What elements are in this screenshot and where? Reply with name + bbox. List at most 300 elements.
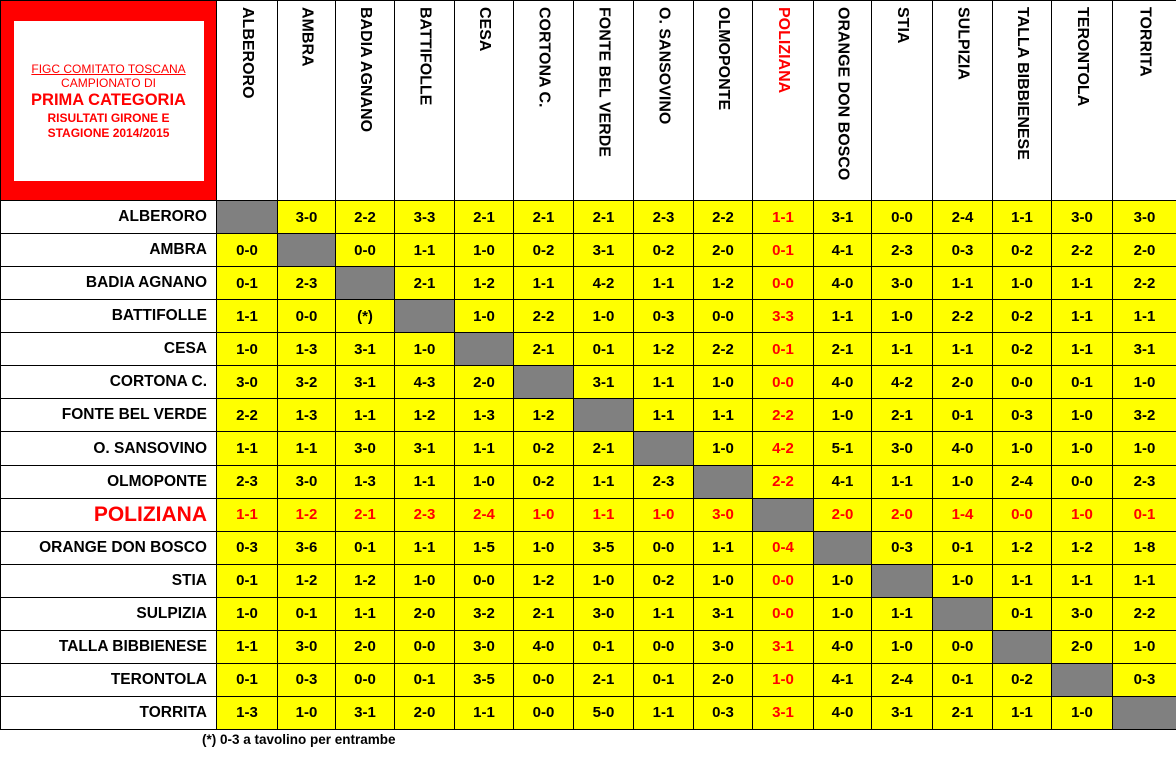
result-cell: 2-1 xyxy=(574,432,634,465)
result-cell: 0-3 xyxy=(634,300,694,333)
result-cell: 0-2 xyxy=(993,333,1052,366)
result-cell: 1-0 xyxy=(217,597,278,630)
result-cell: 1-3 xyxy=(278,333,336,366)
table-row xyxy=(1,399,1176,432)
result-cell: 3-2 xyxy=(1113,399,1176,432)
result-cell: 2-1 xyxy=(514,597,574,630)
result-cell: 1-2 xyxy=(336,564,395,597)
result-cell: 1-1 xyxy=(217,498,278,531)
table-row xyxy=(1,432,1176,465)
result-cell: 2-4 xyxy=(993,465,1052,498)
result-cell: 2-0 xyxy=(694,234,753,267)
result-cell: 2-2 xyxy=(933,300,993,333)
result-cell: 1-1 xyxy=(1052,564,1113,597)
result-cell: 1-1 xyxy=(993,201,1052,234)
result-cell: 1-1 xyxy=(933,333,993,366)
title-category: PRIMA CATEGORIA xyxy=(31,90,186,109)
column-header-label: BATTIFOLLE xyxy=(416,7,434,106)
diagonal-cell xyxy=(217,201,278,234)
result-cell: 1-0 xyxy=(217,333,278,366)
result-cell: 2-4 xyxy=(455,498,514,531)
diagonal-cell xyxy=(514,366,574,399)
column-header-label: AMBRA xyxy=(298,7,316,67)
result-cell: 1-1 xyxy=(634,366,694,399)
result-cell: 4-0 xyxy=(933,432,993,465)
title-season: STAGIONE 2014/2015 xyxy=(47,125,170,140)
title-group: RISULTATI GIRONE E xyxy=(47,111,170,126)
result-cell: 2-1 xyxy=(814,333,872,366)
result-cell: 0-1 xyxy=(753,333,814,366)
result-cell: 3-0 xyxy=(278,201,336,234)
diagonal-cell xyxy=(993,630,1052,663)
result-cell: 1-1 xyxy=(514,267,574,300)
row-team-name: BATTIFOLLE xyxy=(1,300,217,333)
column-header xyxy=(814,1,872,201)
result-cell: 0-3 xyxy=(217,531,278,564)
table-row xyxy=(1,663,1176,696)
result-cell: 2-0 xyxy=(1052,630,1113,663)
result-cell: 1-0 xyxy=(814,564,872,597)
result-cell: 1-0 xyxy=(933,564,993,597)
result-cell: 1-0 xyxy=(395,564,455,597)
column-header xyxy=(694,1,753,201)
result-cell: 3-0 xyxy=(694,630,753,663)
result-cell: 1-1 xyxy=(217,630,278,663)
result-cell: 0-0 xyxy=(278,300,336,333)
table-row xyxy=(1,465,1176,498)
result-cell: 1-3 xyxy=(278,399,336,432)
result-cell: 1-1 xyxy=(694,399,753,432)
result-cell: 1-1 xyxy=(455,432,514,465)
result-cell: 1-0 xyxy=(278,696,336,729)
result-cell: 2-1 xyxy=(514,201,574,234)
result-cell: 4-2 xyxy=(753,432,814,465)
result-cell: 0-2 xyxy=(514,432,574,465)
result-cell: 0-3 xyxy=(694,696,753,729)
result-cell: 1-1 xyxy=(634,399,694,432)
result-cell: 3-6 xyxy=(278,531,336,564)
column-header xyxy=(514,1,574,201)
result-cell: 1-1 xyxy=(395,465,455,498)
column-header-label: TORRITA xyxy=(1136,7,1154,77)
row-team-name: SULPIZIA xyxy=(1,597,217,630)
column-header-label: FONTE BEL VERDE xyxy=(595,7,613,157)
result-cell: 1-0 xyxy=(814,597,872,630)
diagonal-cell xyxy=(872,564,933,597)
result-cell: 1-0 xyxy=(574,300,634,333)
table-row xyxy=(1,531,1176,564)
result-cell: 0-4 xyxy=(753,531,814,564)
result-cell: 1-0 xyxy=(395,333,455,366)
result-cell: 3-1 xyxy=(694,597,753,630)
diagonal-cell xyxy=(634,432,694,465)
result-cell: 2-2 xyxy=(217,399,278,432)
title-championship: CAMPIONATO DI xyxy=(61,75,156,90)
result-cell: 1-1 xyxy=(634,696,694,729)
result-cell: 1-0 xyxy=(455,300,514,333)
result-cell: 0-0 xyxy=(933,630,993,663)
table-row xyxy=(1,498,1176,531)
result-cell: 0-0 xyxy=(694,300,753,333)
result-cell: 3-1 xyxy=(336,333,395,366)
result-cell: 2-2 xyxy=(1052,234,1113,267)
result-cell: 1-0 xyxy=(694,432,753,465)
result-cell: 3-0 xyxy=(1113,201,1176,234)
result-cell: 3-2 xyxy=(455,597,514,630)
result-cell: 1-1 xyxy=(278,432,336,465)
result-cell: 4-1 xyxy=(814,663,872,696)
column-header-label: POLIZIANA xyxy=(775,7,792,94)
result-cell: 1-2 xyxy=(278,498,336,531)
diagonal-cell xyxy=(455,333,514,366)
result-cell: 0-0 xyxy=(336,663,395,696)
result-cell: 1-0 xyxy=(694,564,753,597)
result-cell: 3-0 xyxy=(872,432,933,465)
result-cell: 4-3 xyxy=(395,366,455,399)
result-cell: 1-1 xyxy=(1052,333,1113,366)
result-cell: 1-1 xyxy=(993,696,1052,729)
result-cell: 1-0 xyxy=(694,366,753,399)
result-cell: 0-0 xyxy=(753,366,814,399)
column-header xyxy=(933,1,993,201)
result-cell: 2-0 xyxy=(395,696,455,729)
result-cell: 3-1 xyxy=(336,696,395,729)
result-cell: 1-1 xyxy=(455,696,514,729)
result-cell: 2-0 xyxy=(872,498,933,531)
result-cell: 1-0 xyxy=(753,663,814,696)
row-team-name: OLMOPONTE xyxy=(1,465,217,498)
result-cell: 2-3 xyxy=(634,201,694,234)
row-team-name: ALBERORO xyxy=(1,201,217,234)
result-cell: 2-2 xyxy=(514,300,574,333)
result-cell: 1-1 xyxy=(694,531,753,564)
result-cell: 2-0 xyxy=(455,366,514,399)
result-cell: 3-0 xyxy=(217,366,278,399)
result-cell: 3-1 xyxy=(753,696,814,729)
result-cell: 3-1 xyxy=(574,234,634,267)
result-cell: 4-2 xyxy=(574,267,634,300)
result-cell: 1-1 xyxy=(814,300,872,333)
result-cell: 4-0 xyxy=(814,630,872,663)
result-cell: 1-1 xyxy=(634,597,694,630)
result-cell: 1-2 xyxy=(514,399,574,432)
result-cell: 2-3 xyxy=(217,465,278,498)
table-row xyxy=(1,597,1176,630)
result-cell: (*) xyxy=(336,300,395,333)
result-cell: 1-0 xyxy=(993,267,1052,300)
result-cell: 0-3 xyxy=(1113,663,1176,696)
result-cell: 1-0 xyxy=(814,399,872,432)
result-cell: 1-2 xyxy=(634,333,694,366)
result-cell: 2-1 xyxy=(455,201,514,234)
result-cell: 2-1 xyxy=(514,333,574,366)
result-cell: 2-3 xyxy=(278,267,336,300)
result-cell: 1-2 xyxy=(1052,531,1113,564)
row-team-name: CESA xyxy=(1,333,217,366)
row-team-name: CORTONA C. xyxy=(1,366,217,399)
result-cell: 0-0 xyxy=(217,234,278,267)
column-header-label: CORTONA C. xyxy=(535,7,553,108)
result-cell: 1-3 xyxy=(455,399,514,432)
result-cell: 1-8 xyxy=(1113,531,1176,564)
result-cell: 1-1 xyxy=(634,267,694,300)
result-cell: 0-1 xyxy=(217,267,278,300)
table-row xyxy=(1,564,1176,597)
result-cell: 1-0 xyxy=(574,564,634,597)
title-box xyxy=(14,21,204,181)
result-cell: 2-2 xyxy=(694,201,753,234)
result-cell: 1-1 xyxy=(872,333,933,366)
result-cell: 3-0 xyxy=(455,630,514,663)
result-cell: 1-0 xyxy=(514,531,574,564)
result-cell: 1-1 xyxy=(395,234,455,267)
column-header xyxy=(217,1,278,201)
result-cell: 1-2 xyxy=(694,267,753,300)
result-cell: 2-1 xyxy=(574,663,634,696)
result-cell: 1-1 xyxy=(574,498,634,531)
result-cell: 2-2 xyxy=(694,333,753,366)
result-cell: 1-1 xyxy=(872,597,933,630)
column-header-label: TERONTOLA xyxy=(1074,7,1091,107)
result-cell: 0-0 xyxy=(1052,465,1113,498)
result-cell: 2-1 xyxy=(933,696,993,729)
result-cell: 1-0 xyxy=(514,498,574,531)
column-header xyxy=(993,1,1052,201)
result-cell: 0-0 xyxy=(634,531,694,564)
result-cell: 0-0 xyxy=(753,267,814,300)
result-cell: 1-3 xyxy=(217,696,278,729)
result-cell: 2-2 xyxy=(753,465,814,498)
result-cell: 0-1 xyxy=(217,663,278,696)
result-cell: 2-3 xyxy=(634,465,694,498)
result-cell: 3-5 xyxy=(455,663,514,696)
table-row xyxy=(1,267,1176,300)
result-cell: 1-0 xyxy=(933,465,993,498)
column-header-label: SULPIZIA xyxy=(954,7,972,80)
result-cell: 2-2 xyxy=(1113,267,1176,300)
result-cell: 2-3 xyxy=(1113,465,1176,498)
table-row xyxy=(1,234,1176,267)
table-row xyxy=(1,201,1176,234)
column-header-label: BADIA AGNANO xyxy=(357,7,374,133)
result-cell: 0-2 xyxy=(993,300,1052,333)
result-cell: 0-3 xyxy=(933,234,993,267)
result-cell: 1-1 xyxy=(1052,267,1113,300)
column-header xyxy=(395,1,455,201)
column-header-label: STIA xyxy=(894,7,911,44)
result-cell: 3-2 xyxy=(278,366,336,399)
result-cell: 2-2 xyxy=(753,399,814,432)
result-cell: 3-1 xyxy=(574,366,634,399)
result-cell: 1-1 xyxy=(993,564,1052,597)
result-cell: 0-0 xyxy=(514,696,574,729)
row-team-name: AMBRA xyxy=(1,234,217,267)
result-cell: 1-2 xyxy=(455,267,514,300)
result-cell: 1-3 xyxy=(336,465,395,498)
result-cell: 2-0 xyxy=(395,597,455,630)
result-cell: 1-0 xyxy=(872,300,933,333)
result-cell: 0-1 xyxy=(1052,366,1113,399)
row-team-name: O. SANSOVINO xyxy=(1,432,217,465)
result-cell: 0-1 xyxy=(933,531,993,564)
column-header xyxy=(753,1,814,201)
result-cell: 0-0 xyxy=(634,630,694,663)
result-cell: 1-0 xyxy=(1052,432,1113,465)
result-cell: 2-1 xyxy=(336,498,395,531)
result-cell: 0-3 xyxy=(872,531,933,564)
column-header xyxy=(1113,1,1176,201)
diagonal-cell xyxy=(574,399,634,432)
diagonal-cell xyxy=(933,597,993,630)
result-cell: 1-0 xyxy=(634,498,694,531)
result-cell: 4-2 xyxy=(872,366,933,399)
diagonal-cell xyxy=(278,234,336,267)
footnote: (*) 0-3 a tavolino per entrambe xyxy=(202,732,396,747)
result-cell: 1-1 xyxy=(395,531,455,564)
column-header xyxy=(634,1,694,201)
result-cell: 1-1 xyxy=(336,597,395,630)
table-row xyxy=(1,630,1176,663)
row-team-name: FONTE BEL VERDE xyxy=(1,399,217,432)
result-cell: 1-2 xyxy=(514,564,574,597)
result-cell: 0-1 xyxy=(336,531,395,564)
result-cell: 0-1 xyxy=(1113,498,1176,531)
result-cell: 3-0 xyxy=(694,498,753,531)
result-cell: 0-3 xyxy=(993,399,1052,432)
result-cell: 1-4 xyxy=(933,498,993,531)
result-cell: 0-0 xyxy=(395,630,455,663)
result-cell: 0-2 xyxy=(514,465,574,498)
row-team-name: TORRITA xyxy=(1,696,217,729)
result-cell: 1-2 xyxy=(278,564,336,597)
result-cell: 2-1 xyxy=(395,267,455,300)
result-cell: 2-2 xyxy=(1113,597,1176,630)
row-team-name: STIA xyxy=(1,564,217,597)
result-cell: 0-0 xyxy=(753,564,814,597)
result-cell: 4-0 xyxy=(814,267,872,300)
result-cell: 1-0 xyxy=(1113,432,1176,465)
result-cell: 0-1 xyxy=(574,333,634,366)
result-cell: 5-0 xyxy=(574,696,634,729)
result-cell: 0-1 xyxy=(993,597,1052,630)
result-cell: 0-1 xyxy=(278,597,336,630)
result-cell: 2-0 xyxy=(336,630,395,663)
result-cell: 1-0 xyxy=(455,465,514,498)
result-cell: 3-1 xyxy=(814,201,872,234)
table-row xyxy=(1,696,1176,729)
row-team-name: TALLA BIBBIENESE xyxy=(1,630,217,663)
result-cell: 2-3 xyxy=(872,234,933,267)
column-header-label: ORANGE DON BOSCO xyxy=(834,7,852,181)
result-cell: 1-0 xyxy=(455,234,514,267)
result-cell: 1-2 xyxy=(395,399,455,432)
result-cell: 4-1 xyxy=(814,465,872,498)
result-cell: 0-0 xyxy=(455,564,514,597)
result-cell: 0-1 xyxy=(574,630,634,663)
result-cell: 1-1 xyxy=(1113,300,1176,333)
result-cell: 0-0 xyxy=(993,498,1052,531)
result-cell: 0-2 xyxy=(993,663,1052,696)
result-cell: 0-2 xyxy=(514,234,574,267)
diagonal-cell xyxy=(814,531,872,564)
result-cell: 0-0 xyxy=(336,234,395,267)
result-cell: 0-0 xyxy=(514,663,574,696)
result-cell: 3-0 xyxy=(872,267,933,300)
column-header-label: CESA xyxy=(476,7,493,52)
diagonal-cell xyxy=(1052,663,1113,696)
result-cell: 1-0 xyxy=(993,432,1052,465)
result-cell: 0-0 xyxy=(993,366,1052,399)
row-team-name: TERONTOLA xyxy=(1,663,217,696)
result-cell: 0-0 xyxy=(753,597,814,630)
column-header xyxy=(278,1,336,201)
result-cell: 3-0 xyxy=(1052,201,1113,234)
result-cell: 1-1 xyxy=(1052,300,1113,333)
diagonal-cell xyxy=(395,300,455,333)
column-header-label: OLMOPONTE xyxy=(715,7,732,111)
result-cell: 3-0 xyxy=(278,630,336,663)
diagonal-cell xyxy=(336,267,395,300)
column-header-label: O. SANSOVINO xyxy=(655,7,673,125)
result-cell: 3-0 xyxy=(336,432,395,465)
result-cell: 1-5 xyxy=(455,531,514,564)
column-header-label: ALBERORO xyxy=(239,7,256,99)
header-row xyxy=(1,1,1176,201)
result-cell: 0-2 xyxy=(634,564,694,597)
column-header xyxy=(336,1,395,201)
result-cell: 1-1 xyxy=(217,432,278,465)
result-cell: 1-0 xyxy=(872,630,933,663)
result-cell: 3-1 xyxy=(872,696,933,729)
result-cell: 0-2 xyxy=(993,234,1052,267)
result-cell: 1-0 xyxy=(1052,696,1113,729)
row-team-name: BADIA AGNANO xyxy=(1,267,217,300)
result-cell: 1-1 xyxy=(1113,564,1176,597)
result-cell: 2-2 xyxy=(336,201,395,234)
diagonal-cell xyxy=(753,498,814,531)
table-row xyxy=(1,366,1176,399)
result-cell: 2-3 xyxy=(395,498,455,531)
result-cell: 2-1 xyxy=(574,201,634,234)
result-cell: 1-0 xyxy=(1113,630,1176,663)
column-header-label: TALLA BIBBIENESE xyxy=(1014,7,1031,160)
result-cell: 2-1 xyxy=(872,399,933,432)
column-header xyxy=(455,1,514,201)
result-cell: 3-0 xyxy=(278,465,336,498)
title-block xyxy=(1,1,217,201)
result-cell: 1-1 xyxy=(872,465,933,498)
result-cell: 2-0 xyxy=(694,663,753,696)
result-cell: 1-1 xyxy=(217,300,278,333)
result-cell: 0-1 xyxy=(395,663,455,696)
table-row xyxy=(1,300,1176,333)
title-federation: FIGC COMITATO TOSCANA xyxy=(31,61,186,76)
result-cell: 4-0 xyxy=(814,696,872,729)
result-cell: 2-0 xyxy=(1113,234,1176,267)
result-cell: 3-1 xyxy=(1113,333,1176,366)
result-cell: 3-1 xyxy=(753,630,814,663)
result-cell: 2-0 xyxy=(933,366,993,399)
result-cell: 1-0 xyxy=(1052,498,1113,531)
result-cell: 0-1 xyxy=(634,663,694,696)
result-cell: 0-0 xyxy=(872,201,933,234)
result-cell: 1-1 xyxy=(574,465,634,498)
row-team-name: ORANGE DON BOSCO xyxy=(1,531,217,564)
result-cell: 3-1 xyxy=(395,432,455,465)
diagonal-cell xyxy=(1113,696,1176,729)
diagonal-cell xyxy=(694,465,753,498)
column-header xyxy=(872,1,933,201)
